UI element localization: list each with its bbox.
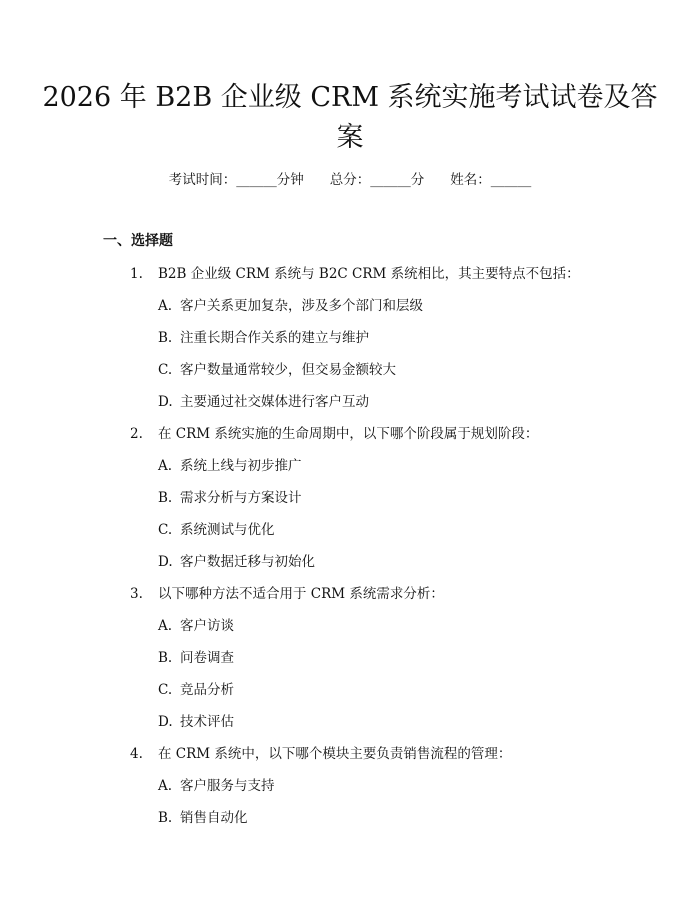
question-3-option-c xyxy=(158,678,234,698)
option-text: 竞品分析 xyxy=(180,682,234,698)
option-letter: C. xyxy=(158,362,173,378)
exam-time: 考试时间：______分钟 xyxy=(168,172,304,188)
option-letter: C. xyxy=(158,522,173,538)
question-number: 2. xyxy=(130,426,143,442)
question-number: 3. xyxy=(130,586,143,602)
question-1-option-b xyxy=(158,326,369,346)
option-text: 问卷调查 xyxy=(180,650,234,666)
option-text: 客户服务与支持 xyxy=(180,778,275,794)
question-2 xyxy=(130,422,538,442)
question-2-option-d xyxy=(158,550,315,570)
question-1 xyxy=(130,262,580,282)
question-text: 以下哪种方法不适合用于 CRM 系统需求分析： xyxy=(158,586,444,602)
question-number: 1. xyxy=(130,266,143,282)
question-3-option-a xyxy=(158,614,234,634)
question-1-option-c xyxy=(158,358,396,378)
option-letter: D. xyxy=(158,554,173,570)
option-text: 系统上线与初步推广 xyxy=(180,458,302,474)
option-text: 客户关系更加复杂，涉及多个部门和层级 xyxy=(180,298,423,314)
question-4-option-b xyxy=(158,806,248,826)
option-text: 销售自动化 xyxy=(180,810,248,826)
option-letter: D. xyxy=(158,714,173,730)
option-letter: D. xyxy=(158,394,173,410)
option-text: 系统测试与优化 xyxy=(180,522,275,538)
question-2-option-a xyxy=(158,454,302,474)
option-letter: A. xyxy=(158,298,173,314)
option-letter: A. xyxy=(158,618,173,634)
question-text: 在 CRM 系统实施的生命周期中，以下哪个阶段属于规划阶段： xyxy=(158,426,539,442)
question-3 xyxy=(130,582,444,602)
question-2-option-c xyxy=(158,518,275,538)
option-letter: B. xyxy=(158,330,173,346)
page-title: 2026 年 B2B 企业级 CRM 系统实施考试试卷及答案 xyxy=(42,82,658,153)
option-letter: A. xyxy=(158,778,173,794)
option-letter: B. xyxy=(158,490,173,506)
question-1-option-d xyxy=(158,390,369,410)
option-letter: C. xyxy=(158,682,173,698)
option-text: 客户数量通常较少，但交易金额较大 xyxy=(180,362,396,378)
section-heading: 一、选择题 xyxy=(103,233,173,249)
student-name: 姓名：______ xyxy=(450,172,532,188)
question-3-option-b xyxy=(158,646,234,666)
option-text: 技术评估 xyxy=(180,714,234,730)
total-score: 总分：______分 xyxy=(329,172,425,188)
option-text: 客户数据迁移与初始化 xyxy=(180,554,315,570)
question-number: 4. xyxy=(130,746,143,762)
question-4 xyxy=(130,742,511,762)
option-text: 客户访谈 xyxy=(180,618,234,634)
question-4-option-a xyxy=(158,774,275,794)
option-text: 注重长期合作关系的建立与维护 xyxy=(180,330,369,346)
question-text: B2B 企业级 CRM 系统与 B2C CRM 系统相比，其主要特点不包括： xyxy=(158,266,580,282)
question-2-option-b xyxy=(158,486,302,506)
exam-meta xyxy=(0,168,700,188)
question-3-option-d xyxy=(158,710,234,730)
question-1-option-a xyxy=(158,294,423,314)
option-letter: B. xyxy=(158,810,173,826)
question-text: 在 CRM 系统中，以下哪个模块主要负责销售流程的管理： xyxy=(158,746,512,762)
option-text: 主要通过社交媒体进行客户互动 xyxy=(180,394,369,410)
option-letter: A. xyxy=(158,458,173,474)
option-letter: B. xyxy=(158,650,173,666)
option-text: 需求分析与方案设计 xyxy=(180,490,302,506)
